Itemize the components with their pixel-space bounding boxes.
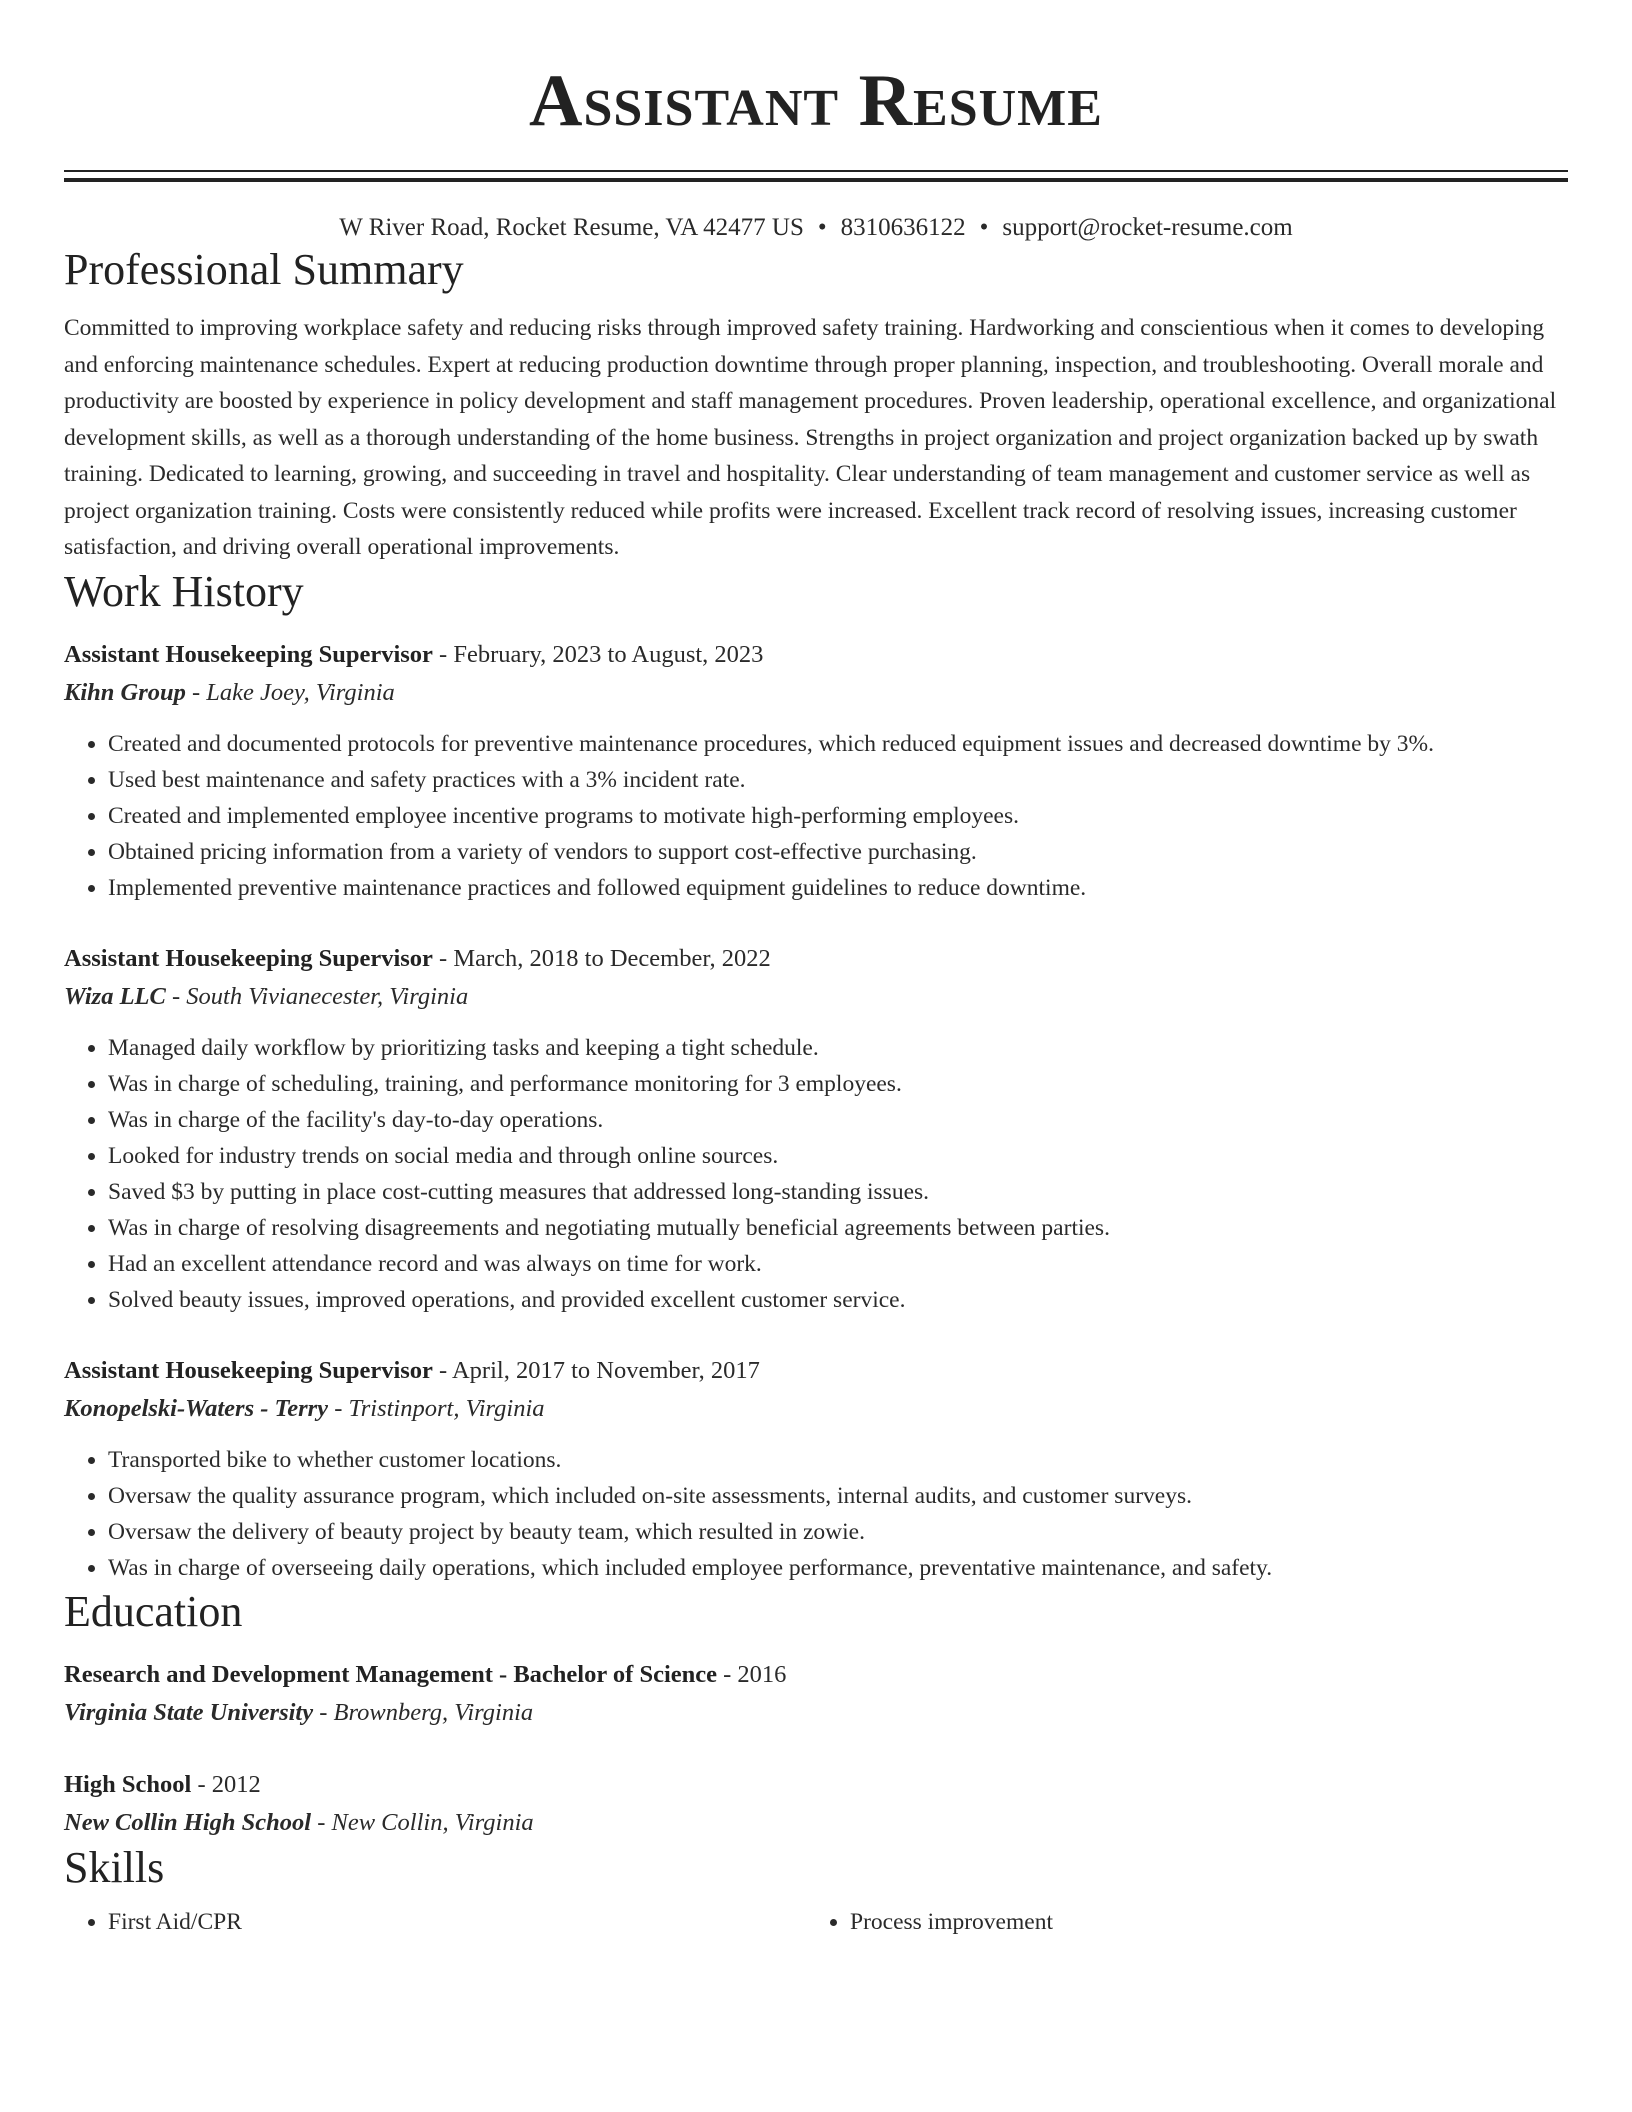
list-item: • Created and documented protocols for preventive maintenance procedures, which reduced equipment issues and decreased downtime by 3%. — [108, 726, 1568, 762]
list-item: • Was in charge of the facility's day-to-day operations. — [108, 1102, 1568, 1138]
degree-year: - 2012 — [191, 1770, 261, 1798]
list-item: • Was in charge of resolving disagreements and negotiating mutually beneficial agreements between parties. — [108, 1210, 1568, 1246]
employer-name: Kihn Group — [64, 678, 186, 706]
job-dates: - April, 2017 to November, 2017 — [432, 1356, 760, 1384]
job-bullets — [64, 1442, 1568, 1586]
list-item: • Obtained pricing information from a variety of vendors to support cost-effective purchasing. — [108, 834, 1568, 870]
list-item: • Created and implemented employee incentive programs to motivate high-performing employees. — [108, 798, 1568, 834]
section-heading-skills: Skills — [64, 1842, 165, 1892]
degree-name: Research and Development Management - Bachelor of Science — [64, 1660, 717, 1688]
employer-line — [64, 1390, 1568, 1428]
school-location: - Brownberg, Virginia — [313, 1698, 534, 1726]
skills-grid — [64, 1904, 1568, 1940]
list-item: • Solved beauty issues, improved operations, and provided excellent customer service. — [108, 1282, 1568, 1318]
contact-separator: • — [979, 214, 989, 241]
contact-line — [64, 212, 1568, 244]
skills-column-right — [806, 1904, 1548, 1940]
contact-address: W River Road, Rocket Resume, VA 42477 US — [339, 214, 804, 241]
employer-line — [64, 978, 1568, 1016]
degree-line — [64, 1766, 1568, 1804]
contact-phone: 8310636122 — [840, 214, 966, 241]
school-line — [64, 1694, 1568, 1732]
job-title-line — [64, 940, 1568, 978]
education-entry — [64, 1766, 1568, 1842]
degree-line — [64, 1656, 1568, 1694]
employer-location: - South Vivianecester, Virginia — [165, 982, 469, 1010]
job-entry — [64, 636, 1568, 906]
employer-line — [64, 674, 1568, 712]
list-item: • Looked for industry trends on social media and through online sources. — [108, 1138, 1568, 1174]
list-item: • Was in charge of overseeing daily operations, which included employee performance, preventative maintenance, and safety. — [108, 1550, 1568, 1586]
list-item: • Transported bike to whether customer locations. — [108, 1442, 1568, 1478]
skill-item: • First Aid/CPR — [108, 1904, 806, 1940]
job-title: Assistant Housekeeping Supervisor — [64, 944, 433, 972]
list-item: • Oversaw the quality assurance program, which included on-site assessments, internal audits, and customer surveys. — [108, 1478, 1568, 1514]
list-item: • Implemented preventive maintenance practices and followed equipment guidelines to reduce downtime. — [108, 870, 1568, 906]
job-entry — [64, 940, 1568, 1318]
list-item: • Saved $3 by putting in place cost-cutting measures that addressed long-standing issues. — [108, 1174, 1568, 1210]
employer-location: - Lake Joey, Virginia — [185, 678, 395, 706]
employer-name: Wiza LLC — [64, 982, 166, 1010]
list-item: • Had an excellent attendance record and was always on time for work. — [108, 1246, 1568, 1282]
employer-name: Konopelski-Waters - Terry — [64, 1394, 329, 1422]
school-name: New Collin High School — [64, 1808, 312, 1836]
job-title: Assistant Housekeeping Supervisor — [64, 640, 433, 668]
job-entry — [64, 1352, 1568, 1586]
skill-item: • Process improvement — [850, 1904, 1548, 1940]
contact-email: support@rocket-resume.com — [1002, 214, 1293, 241]
summary-text: Committed to improving workplace safety and reducing risks through improved safety training. Hardworking and conscientious when it comes to developing and enforcing maintenance schedules. Expert at reducing production downtime through proper planning, inspection, and troubleshooting. Overall morale and productivity are boosted by experience in policy development and staff management procedures. Proven leadership, operational excellence, and organizational development skills, as well as a thorough understanding of the home business. Strengths in project organization and project organization backed up by swath training. Dedicated to learning, growing, and succeeding in travel and hospitality. Clear understanding of team management and customer service as well as project organization training. Costs were consistently reduced while profits were increased. Excellent track record of resolving issues, increasing customer satisfaction, and driving overall operational improvements. — [64, 315, 1557, 560]
section-heading-summary: Professional Summary — [64, 245, 464, 294]
school-name: Virginia State University — [64, 1698, 314, 1726]
job-dates: - February, 2023 to August, 2023 — [432, 640, 764, 668]
job-bullets — [64, 1030, 1568, 1318]
list-item: • Was in charge of scheduling, training, and performance monitoring for 3 employees. — [108, 1066, 1568, 1102]
title-divider — [64, 170, 1568, 182]
employer-location: - Tristinport, Virginia — [328, 1394, 545, 1422]
list-item: • Used best maintenance and safety practices with a 3% incident rate. — [108, 762, 1568, 798]
degree-name: High School — [64, 1770, 192, 1798]
school-line — [64, 1804, 1568, 1842]
section-heading-education: Education — [64, 1586, 243, 1636]
job-dates: - March, 2018 to December, 2022 — [432, 944, 771, 972]
list-item: • Oversaw the delivery of beauty project by beauty team, which resulted in zowie. — [108, 1514, 1568, 1550]
education-entry — [64, 1656, 1568, 1732]
job-title-line — [64, 1352, 1568, 1390]
school-location: - New Collin, Virginia — [311, 1808, 534, 1836]
page-title: Assistant Resume — [529, 60, 1103, 142]
section-heading-work-history: Work History — [64, 566, 304, 616]
job-title: Assistant Housekeeping Supervisor — [64, 1356, 433, 1384]
list-item: • Managed daily workflow by prioritizing tasks and keeping a tight schedule. — [108, 1030, 1568, 1066]
contact-separator: • — [817, 214, 827, 241]
job-title-line — [64, 636, 1568, 674]
degree-year: - 2016 — [717, 1660, 787, 1688]
job-bullets — [64, 726, 1568, 906]
skills-column-left — [64, 1904, 806, 1940]
